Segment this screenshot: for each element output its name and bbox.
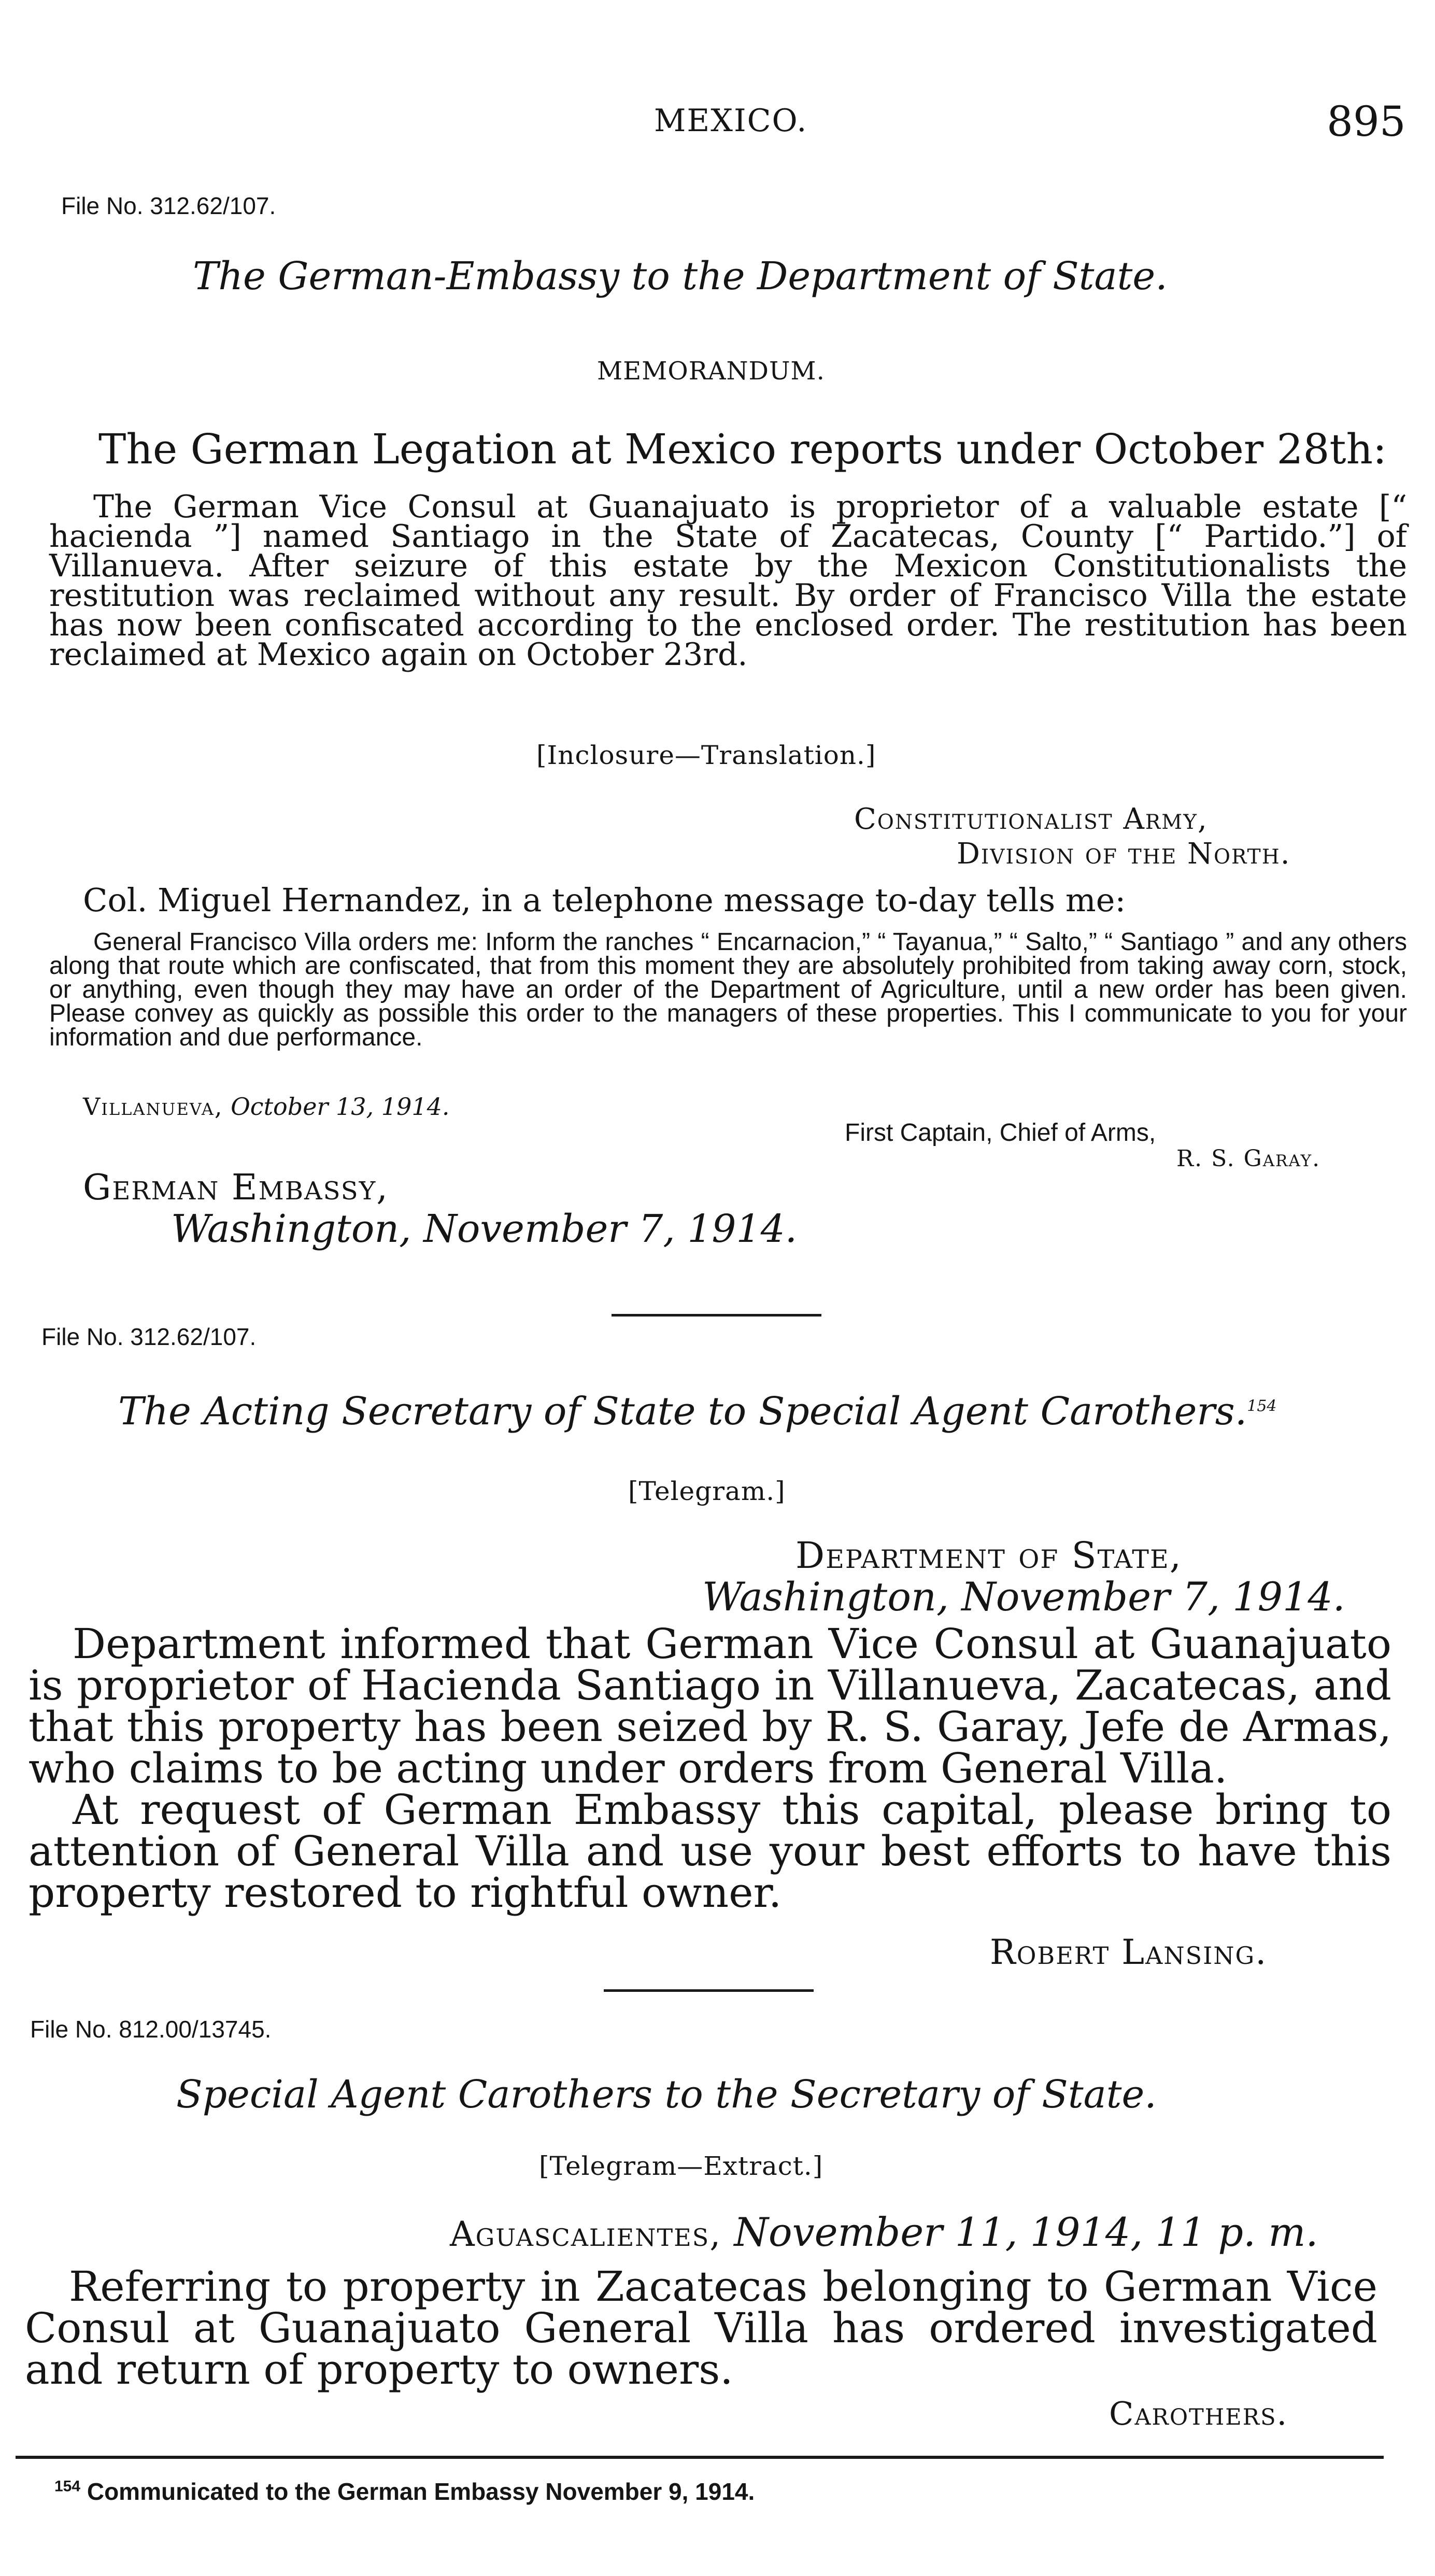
memorandum-heading: MEMORANDUM. (597, 357, 825, 386)
villa-order-text: General Francisco Villa orders me: Inform the ranches “ Encarnacion,” “ Tayanua,” “ Salto,” “ Santiago ” and any others along that route which are confiscated, that from this moment they are absolutely prohibited from taking away corn, stock, or anything, even though they may have an order of the Department of Agriculture, until a new order has been given. Please convey as quickly as possible this order to the managers of these properties. This I communicate to you for your information and due performance. (49, 928, 1407, 1051)
order-place-date (83, 1093, 450, 1121)
telegram-heading: [Telegram—Extract.] (539, 2151, 823, 2181)
telegram-place: Aguascalientes, (450, 2214, 722, 2254)
footnote-ref: 154 (1247, 1397, 1277, 1416)
order-place: Villanueva, (83, 1093, 223, 1121)
footnote-text: Communicated to the German Embassy November 9, 1914. (87, 2478, 755, 2505)
file-number: File No. 312.62/107. (61, 192, 276, 219)
signature: Robert Lansing. (990, 1932, 1268, 1972)
telegram-paragraph-1: Department informed that German Vice Consul at Guanajuato is proprietor of Hacienda Santiago in Villanueva, Zacatecas, and that this property has been seized by R. S. Garay, Jefe de Armas, who claims to be acting under orders from General Villa. (29, 1620, 1391, 1792)
footnote (54, 2478, 755, 2506)
telegram-body (29, 1620, 1391, 1917)
telegram-body (25, 2262, 1377, 2394)
order-signer-name: R. S. Garay. (1176, 1145, 1321, 1172)
telegram-date: November 11, 1914, 11 p. m. (734, 2209, 1318, 2255)
title-text: The Acting Secretary of State to Special Agent Carothers. (118, 1389, 1247, 1434)
document-title (118, 1389, 1277, 1434)
telegram-heading: [Telegram.] (628, 1476, 786, 1506)
signature: Carothers. (1109, 2395, 1288, 2432)
lead-line: The German Legation at Mexico reports under October 28th: (98, 425, 1387, 473)
footnote-rule (16, 2456, 1384, 2459)
org-line-1: Constitutionalist Army, (854, 802, 1208, 836)
document-title: Special Agent Carothers to the Secretary of State. (176, 2072, 1157, 2117)
section-divider (612, 1314, 821, 1317)
org-line-2: Division of the North. (957, 837, 1291, 871)
dept-line: Department of State, (795, 1534, 1183, 1577)
file-number: File No. 312.62/107. (41, 1323, 257, 1350)
telegram-place-date (450, 2209, 1318, 2255)
enclosure-label: [Inclosure—Translation.] (536, 740, 876, 770)
telegram-paragraph: Referring to property in Zacatecas belonging to German Vice Consul at Guanajuato General Villa has ordered investigated and return of property to owners. (25, 2262, 1377, 2394)
section-divider (604, 1989, 814, 1992)
memorandum-body: The German Vice Consul at Guanajuato is proprietor of a valuable estate [“ hacienda ”] named Santiago in the State of Zacatecas, County [“ Partido.”] of Villanueva. After seizure of this estate by the Mexicon Constitutionalists the restitution was reclaimed without any result. By order of Francisco Villa the estate has now been confiscated according to the enclosed order. The restitution has been reclaimed at Mexico again on October 23rd. (49, 489, 1407, 673)
document-title: The German-Embassy to the Department of State. (193, 254, 1168, 299)
order-signer-title: First Captain, Chief of Arms, (845, 1119, 1156, 1147)
embassy-name: German Embassy, (83, 1167, 389, 1208)
running-head: MEXICO. (654, 103, 808, 139)
footnote-number: 154 (54, 2478, 81, 2495)
message-intro: Col. Miguel Hernandez, in a telephone message to-day tells me: (83, 881, 1126, 919)
order-date: October 13, 1914. (231, 1093, 450, 1121)
telegram-paragraph-2: At request of German Embassy this capital, please bring to attention of General Villa and use your best efforts to have this property restored to rightful owner. (29, 1786, 1391, 1917)
file-number: File No. 812.00/13745. (30, 2016, 272, 2043)
page-number: 895 (1327, 97, 1406, 146)
telegram-place-date: Washington, November 7, 1914. (702, 1574, 1345, 1620)
embassy-place-date: Washington, November 7, 1914. (171, 1207, 798, 1251)
